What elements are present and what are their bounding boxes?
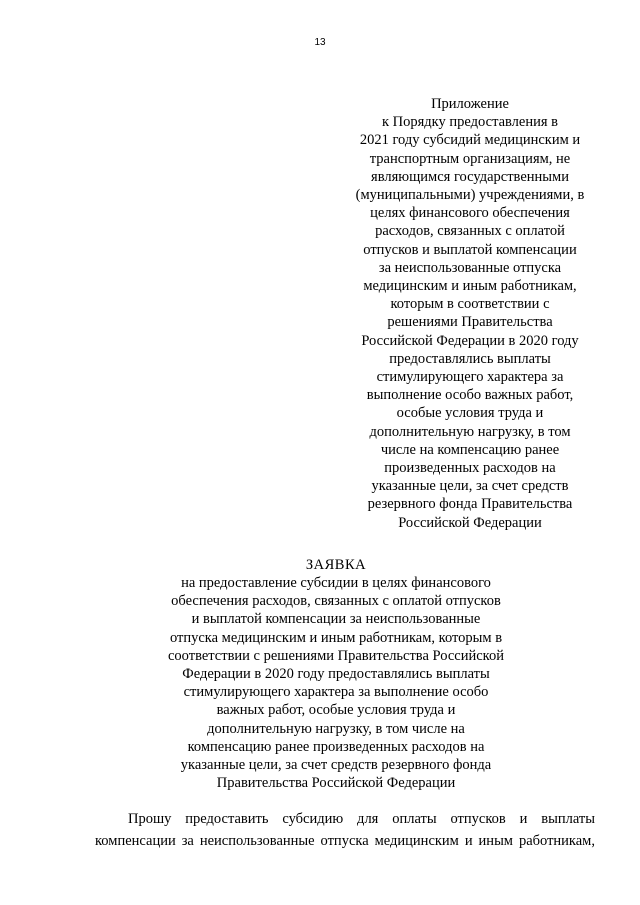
appendix-line: Российской Федерации в 2020 году — [361, 332, 579, 349]
request-subject-line: на предоставление субсидии в целях финансового — [181, 575, 491, 591]
request-subject-line: стимулирующего характера за выполнение особо — [183, 684, 489, 701]
request-subject-line: компенсацию ранее произведенных расходов на — [187, 738, 485, 755]
request-subject-line: и выплатой компенсации за неиспользованные — [191, 611, 481, 628]
request-subject-line: Федерации в 2020 году предоставлялись выплаты — [182, 666, 490, 683]
appendix-header — [340, 95, 600, 532]
appendix-line: резервного фонда Правительства — [367, 496, 573, 513]
appendix-line: расходов, связанных с оплатой — [375, 223, 565, 240]
body-paragraph — [95, 808, 595, 852]
request-subject-line: Правительства Российской Федерации — [216, 775, 456, 792]
appendix-line: 2021 году субсидий медицинским и — [359, 132, 581, 149]
body-line: компенсации за неиспользованные отпуска медицинским и иным работникам, — [95, 833, 595, 849]
appendix-line: особые условия труда и — [396, 405, 544, 422]
appendix-line: выполнение особо важных работ, — [366, 387, 574, 404]
appendix-line: Российской Федерации — [398, 514, 542, 531]
appendix-line: к Порядку предоставления в — [381, 114, 559, 131]
body-line: Прошу предоставить субсидию для оплаты отпусков и выплаты — [128, 811, 595, 827]
appendix-line: Приложение — [431, 96, 509, 112]
appendix-line: транспортным организациям, не — [369, 150, 571, 167]
request-subject-line: важных работ, особые условия труда и — [216, 702, 456, 719]
request-subject-line: обеспечения расходов, связанных с оплатой отпусков — [171, 593, 501, 610]
request-title: ЗАЯВКА — [305, 557, 367, 573]
appendix-line: предоставлялись выплаты — [389, 350, 551, 367]
request-subject-line: дополнительную нагрузку, в том числе на — [207, 720, 465, 737]
page-number: 13 — [314, 37, 326, 48]
appendix-line: являющимся государственными — [371, 168, 569, 185]
appendix-line: которым в соответствии с — [390, 296, 550, 313]
request-subject-line: указанные цели, за счет средств резервного фонда — [180, 757, 492, 774]
request-subject-line: соответствии с решениями Правительства Российской — [168, 647, 504, 664]
appendix-line: за неиспользованные отпуска — [378, 259, 562, 276]
request-subject — [120, 574, 552, 792]
appendix-line: целях финансового обеспечения — [370, 205, 570, 222]
appendix-line: медицинским и иным работникам, — [363, 278, 577, 295]
appendix-line: отпусков и выплатой компенсации — [363, 241, 577, 258]
request-subject-line: отпуска медицинским и иным работникам, которым в — [169, 629, 503, 646]
appendix-line: стимулирующего характера за — [376, 369, 564, 386]
appendix-line: указанные цели, за счет средств — [371, 478, 569, 495]
appendix-line: произведенных расходов на — [384, 460, 556, 477]
appendix-line: (муниципальными) учреждениями, в — [355, 187, 585, 204]
appendix-line: числе на компенсацию ранее — [380, 441, 560, 458]
appendix-line: дополнительную нагрузку, в том — [369, 423, 571, 440]
appendix-line: решениями Правительства — [387, 314, 553, 331]
